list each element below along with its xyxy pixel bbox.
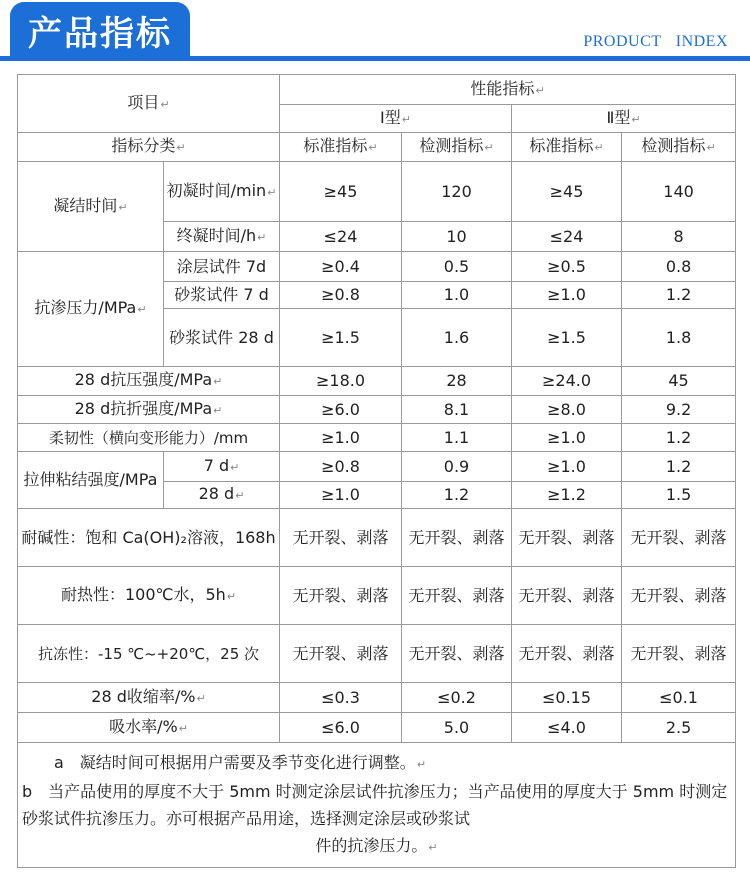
value-cell: ≥1.0 xyxy=(280,424,402,452)
std-header-cell: 标准指标↵ xyxy=(280,133,402,162)
value-cell: ≤24 xyxy=(512,222,622,252)
row-label: 柔韧性（横向变形能力）/mm xyxy=(18,424,280,452)
value-cell: ≥8.0 xyxy=(512,396,622,424)
value-cell: ≥1.5 xyxy=(512,309,622,367)
value-cell: ≤24 xyxy=(280,222,402,252)
page-title: 产品指标 xyxy=(28,13,172,54)
row-group-label: 凝结时间↵ xyxy=(18,162,164,252)
table-row xyxy=(18,452,736,482)
table-row xyxy=(18,162,736,222)
value-cell: 无开裂、剥落 xyxy=(280,509,402,567)
value-cell: 0.5 xyxy=(402,252,512,282)
value-cell: 1.1 xyxy=(402,424,512,452)
value-cell: 1.0 xyxy=(402,282,512,309)
row-label: 砂浆试件 7 d xyxy=(164,282,280,309)
value-cell: ≥1.0 xyxy=(280,482,402,509)
test-header-cell: 检测指标↵ xyxy=(402,133,512,162)
value-cell: 无开裂、剥落 xyxy=(512,567,622,625)
note-b: b 当产品使用的厚度不大于 5mm 时测定涂层试件抗渗压力；当产品使用的厚度大于 5mm 时测定砂浆试件抗渗压力。亦可根据产品用途，选择测定涂层或砂浆试 xyxy=(22,782,728,828)
value-cell: ≥1.0 xyxy=(512,424,622,452)
value-cell: 无开裂、剥落 xyxy=(512,625,622,683)
notes-row xyxy=(18,743,736,868)
value-cell: ≥24.0 xyxy=(512,367,622,396)
note-a: a 凝结时间可根据用户需要及季节变化进行调整。↵ xyxy=(54,753,427,772)
notes-cell xyxy=(18,743,736,868)
table-row xyxy=(18,567,736,625)
table-header-row xyxy=(18,133,736,162)
row-label: 28 d抗压强度/MPa↵ xyxy=(18,367,280,396)
value-cell: 9.2 xyxy=(622,396,736,424)
row-group-label: 拉伸粘结强度/MPa xyxy=(18,452,164,509)
row-label: 吸水率/%↵ xyxy=(18,713,280,743)
value-cell: 8 xyxy=(622,222,736,252)
row-label: 抗冻性：-15 ℃~+20℃，25 次 xyxy=(18,625,280,683)
value-cell: ≥0.8 xyxy=(280,452,402,482)
value-cell: 无开裂、剥落 xyxy=(402,625,512,683)
value-cell: 1.2 xyxy=(622,424,736,452)
value-cell: 1.2 xyxy=(622,282,736,309)
value-cell: 无开裂、剥落 xyxy=(512,509,622,567)
row-label: 砂浆试件 28 d xyxy=(164,309,280,367)
value-cell: 5.0 xyxy=(402,713,512,743)
table-row xyxy=(18,713,736,743)
header-type2-cell: Ⅱ型↵ xyxy=(512,105,736,133)
value-cell: ≥18.0 xyxy=(280,367,402,396)
std-header-cell: 标准指标↵ xyxy=(512,133,622,162)
table-row xyxy=(18,396,736,424)
value-cell: 无开裂、剥落 xyxy=(402,567,512,625)
value-cell: 1.2 xyxy=(402,482,512,509)
header-item-cell: 项目↵ xyxy=(18,75,280,133)
table-row xyxy=(18,625,736,683)
value-cell: ≤6.0 xyxy=(280,713,402,743)
table-row xyxy=(18,424,736,452)
value-cell: 1.5 xyxy=(622,482,736,509)
row-label: 7 d↵ xyxy=(164,452,280,482)
value-cell: 140 xyxy=(622,162,736,222)
row-label: 耐热性：100℃水，5h↵ xyxy=(18,567,280,625)
row-group-label: 抗渗压力/MPa↵ xyxy=(18,252,164,367)
value-cell: 无开裂、剥落 xyxy=(622,625,736,683)
header-type1-cell: Ⅰ型↵ xyxy=(280,105,512,133)
value-cell: ≥0.8 xyxy=(280,282,402,309)
title-tab xyxy=(10,2,190,58)
value-cell: 8.1 xyxy=(402,396,512,424)
value-cell: 无开裂、剥落 xyxy=(402,509,512,567)
value-cell: 1.2 xyxy=(622,452,736,482)
value-cell: ≥1.0 xyxy=(512,452,622,482)
value-cell: 0.8 xyxy=(622,252,736,282)
value-cell: 无开裂、剥落 xyxy=(280,625,402,683)
value-cell: 1.6 xyxy=(402,309,512,367)
table-row xyxy=(18,252,736,282)
value-cell: ≤0.15 xyxy=(512,683,622,713)
test-header-cell: 检测指标↵ xyxy=(622,133,736,162)
table-header-row xyxy=(18,75,736,105)
value-cell: 10 xyxy=(402,222,512,252)
value-cell: 1.8 xyxy=(622,309,736,367)
value-cell: ≥1.5 xyxy=(280,309,402,367)
row-label: 耐碱性：饱和 Ca(OH)₂溶液，168h xyxy=(18,509,280,567)
row-label: 初凝时间/min↵ xyxy=(164,162,280,222)
value-cell: 120 xyxy=(402,162,512,222)
value-cell: ≥45 xyxy=(280,162,402,222)
row-label: 28 d抗折强度/MPa↵ xyxy=(18,396,280,424)
row-label: 终凝时间/h↵ xyxy=(164,222,280,252)
value-cell: ≥1.0 xyxy=(512,282,622,309)
category-cell: 指标分类↵ xyxy=(18,133,280,162)
value-cell: ≥45 xyxy=(512,162,622,222)
row-label: 涂层试件 7d xyxy=(164,252,280,282)
value-cell: 45 xyxy=(622,367,736,396)
table-row xyxy=(18,683,736,713)
value-cell: ≤0.2 xyxy=(402,683,512,713)
value-cell: 无开裂、剥落 xyxy=(280,567,402,625)
page-header xyxy=(0,0,750,62)
row-label: 28 d收缩率/%↵ xyxy=(18,683,280,713)
spec-table xyxy=(17,74,736,868)
value-cell: 0.9 xyxy=(402,452,512,482)
value-cell: ≥0.5 xyxy=(512,252,622,282)
page-subtitle: PRODUCT INDEX xyxy=(583,33,728,50)
value-cell: ≤0.3 xyxy=(280,683,402,713)
table-row xyxy=(18,509,736,567)
spec-table-container xyxy=(17,74,735,868)
value-cell: 2.5 xyxy=(622,713,736,743)
row-label: 28 d↵ xyxy=(164,482,280,509)
value-cell: 无开裂、剥落 xyxy=(622,567,736,625)
value-cell: ≤4.0 xyxy=(512,713,622,743)
note-b-end: 件的抗渗压力。↵ xyxy=(315,836,438,855)
value-cell: ≥6.0 xyxy=(280,396,402,424)
value-cell: ≤0.1 xyxy=(622,683,736,713)
value-cell: 28 xyxy=(402,367,512,396)
header-divider xyxy=(0,56,750,61)
value-cell: ≥0.4 xyxy=(280,252,402,282)
table-row xyxy=(18,367,736,396)
value-cell: 无开裂、剥落 xyxy=(622,509,736,567)
header-perf-cell: 性能指标↵ xyxy=(280,75,736,105)
value-cell: ≥1.2 xyxy=(512,482,622,509)
